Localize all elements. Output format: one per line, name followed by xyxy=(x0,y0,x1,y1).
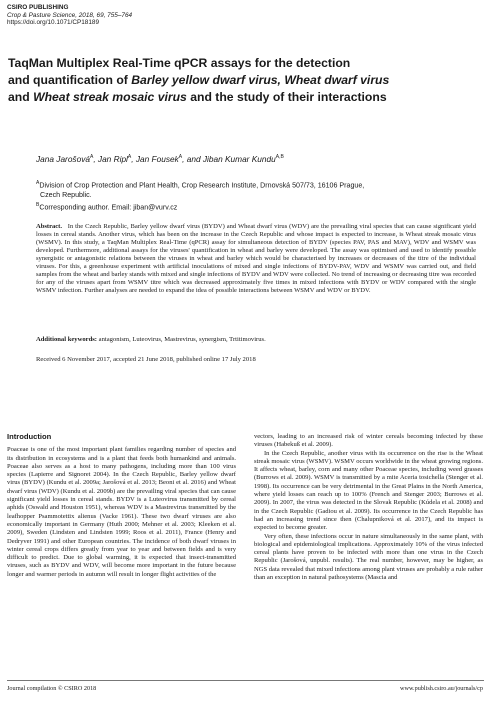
affiliation-text: Division of Crop Protection and Plant Health, Crop Research Institute, Drnovská 507/73, 16106 Prague, xyxy=(39,181,365,190)
title-line-1: TaqMan Multiplex Real-Time qPCR assays for the detection xyxy=(8,56,351,70)
affil-marker: A xyxy=(127,154,132,161)
journal-citation: Crop & Pasture Science, 2018, 69, 755–764 xyxy=(7,11,133,19)
author-list xyxy=(36,154,284,164)
footer-copyright: Journal compilation © CSIRO 2018 xyxy=(7,685,97,692)
author-name: , and Jiban Kumar Kundu xyxy=(182,154,276,164)
affil-marker: A,B xyxy=(275,154,284,161)
author-name: Jana Jarošová xyxy=(36,154,90,164)
article-title xyxy=(8,55,478,106)
title-italic-text: Wheat streak mosaic virus xyxy=(33,90,187,104)
affil-marker: B xyxy=(36,201,40,208)
title-italic-text: Barley yellow dwarf virus, Wheat dwarf virus xyxy=(131,73,390,87)
affiliation-a-cont: Czech Republic. xyxy=(40,190,92,199)
running-header xyxy=(7,4,132,27)
author-name: , Jan Ripl xyxy=(93,154,128,164)
title-line-2 xyxy=(8,72,478,89)
corresponding-author: Corresponding author. Email: jiban@vurv.cz xyxy=(39,202,178,211)
title-text: and quantification of xyxy=(8,73,132,87)
affiliation-a xyxy=(36,179,466,191)
abstract-text: In the Czech Republic, Barley yellow dwarf virus (BYDV) and Wheat dwarf virus (WDV) are the prevailing viral species that can cause significant yield losses in cereal stands. Another virus, which has been on the increase in the Czech Republic and whose impact is expected to increase, is Wheat streak mosaic virus (WSMV). In this study, a TaqMan Multiplex Real-Time (qPCR) assay for simultaneous detection of BYDV (species PAV, PAS and MAV), WDV and WSMV was developed. Furthermore, additional assays for the viruses' quantification in wheat and barley were developed. The assay was optimised and used to identify possible synergistic or antagonistic relations between the viruses in wheat and barley which would be characterised by increases or decreases of the titre of the individual viruses. For this, a greenhouse experiment with artificial inoculations of mixed and single infections of BYDV-PAV, WDV and WSMV was carried out, and field samples from the wheat and barley stands with mixed and single infections of BYDV and WDV were collected. No trend of increasing or decreasing titre was recorded for any of the viruses apart from WSMV titre which was decreased approximately five times in mixed infections with BYDV or WDV compared with the single WSMV infection. Further analyses are needed to expand the idea of possible interactions between WSMV and WDV or BYDV. xyxy=(36,223,476,294)
doi-link[interactable]: https://doi.org/10.1071/CP18189 xyxy=(7,19,100,27)
received-dates: Received 6 November 2017, accepted 21 June 2018, published online 17 July 2018 xyxy=(36,356,256,363)
affil-marker: A xyxy=(36,180,40,186)
keywords-text: antagonism, Luteovirus, Mastrevirus, synergism, Trtitimovirus. xyxy=(97,336,266,343)
title-line-3 xyxy=(8,89,478,106)
keywords xyxy=(36,336,476,344)
column-right xyxy=(254,433,483,582)
intro-paragraph: In the Czech Republic, another virus with its occurrence on the rise is the Wheat streak mosaic virus (WSMV). WSMV occurs worldwide in the wheat growing regions. It affects wheat, barley, corn and many other Poaceae species, including weed grasses (Burrows et al. 2009). WSMV is transmitted by a mite Aceria tosichella (Stenger et al. 1998). Its occurrence can be very detrimental in the Great Plains in the North America, where yield losses can reach up to 100% (French and Stenger 2003; Burrows et al. 2009). In 2007, the virus was detected in the Slovak Republic (Kúdela et al. 2008) and in the Czech Republic (Gadiou et al. 2009). Its occurrence in the Czech Republic has had an increasing trend since then (Chalupniková et al. 2017), and its impact is expected to become greater. xyxy=(254,449,483,532)
abstract xyxy=(36,223,476,295)
keywords-label: Additional keywords: xyxy=(36,336,98,343)
section-heading: Introduction xyxy=(7,432,52,441)
footer-url[interactable]: www.publish.csiro.au/journals/cp xyxy=(400,685,483,692)
intro-paragraph: Poaceae is one of the most important plant families regarding number of species and its distribution in ecosystems and is a plant that feeds both humankind and animals. Poaceae also serves as a host to many pathogens, including more than 100 virus species (Lapierre and Signoret 2004). In the Czech Republic, Barley yellow dwarf virus (BYDV) (Kundu et al. 2009a; Jarošová et al. 2013; Beoni et al. 2016) and Wheat dwarf virus (WDV) (Kundu et al. 2009b) are the prevailing viral species that can cause significant yield losses in cereal stands. BYDV is a Luteovirus transmitted by cereal aphids (Oswald and Houston 1951), whereas WDV is a Mastrevirus transmitted by the leafhopper Psammotettix alienus (Vacke 1961). These two dwarf viruses are also economically important in Germany (Huth 2000; Mehner et al. 2003; Kleeken et al. 2009), Sweden (Lindsten and Lindsten 1999; Roos et al. 2011), France (Henry and Dedryver 1991) and other European countries. The incidence of both dwarf viruses in winter cereal crops differs greatly from year to year and between fields and is very difficult to predict. Due to global warming, it is expected that insect-transmitted viruses, such as BYDV and WDV, will become more important in the future because longer and warmer periods in autumn will result in longer flight activities of the xyxy=(7,446,236,578)
publisher-name: CSIRO PUBLISHING xyxy=(7,4,69,11)
title-text: and xyxy=(8,90,34,104)
affil-marker: A xyxy=(89,154,94,161)
author-name: , Jan Fousek xyxy=(131,154,179,164)
column-left xyxy=(7,433,236,579)
affiliation-b xyxy=(36,201,466,213)
affil-marker: A xyxy=(178,154,183,161)
intro-paragraph: vectors, leading to an increased risk of winter cereals becoming infected by these viruses (Habekuß et al. 2009). xyxy=(254,433,483,449)
affiliations xyxy=(36,179,466,213)
intro-paragraph: Very often, these infections occur in nature simultaneously in the same plant, with biological and epidemiological implications. Approximately 10% of the virus infected cereal plants have proven to be infected with more than one virus in the Czech Republic (Jarošová, unpubl. results). The real number, however, may be higher, as NGS data revealed that mixed infections among plant viruses are probably a rule rather than an exception in natural pathosystems (Mascia and xyxy=(254,532,483,582)
title-text: and the study of their interactions xyxy=(186,90,387,104)
abstract-label: Abstract. xyxy=(36,223,62,230)
footer-divider xyxy=(7,680,484,681)
